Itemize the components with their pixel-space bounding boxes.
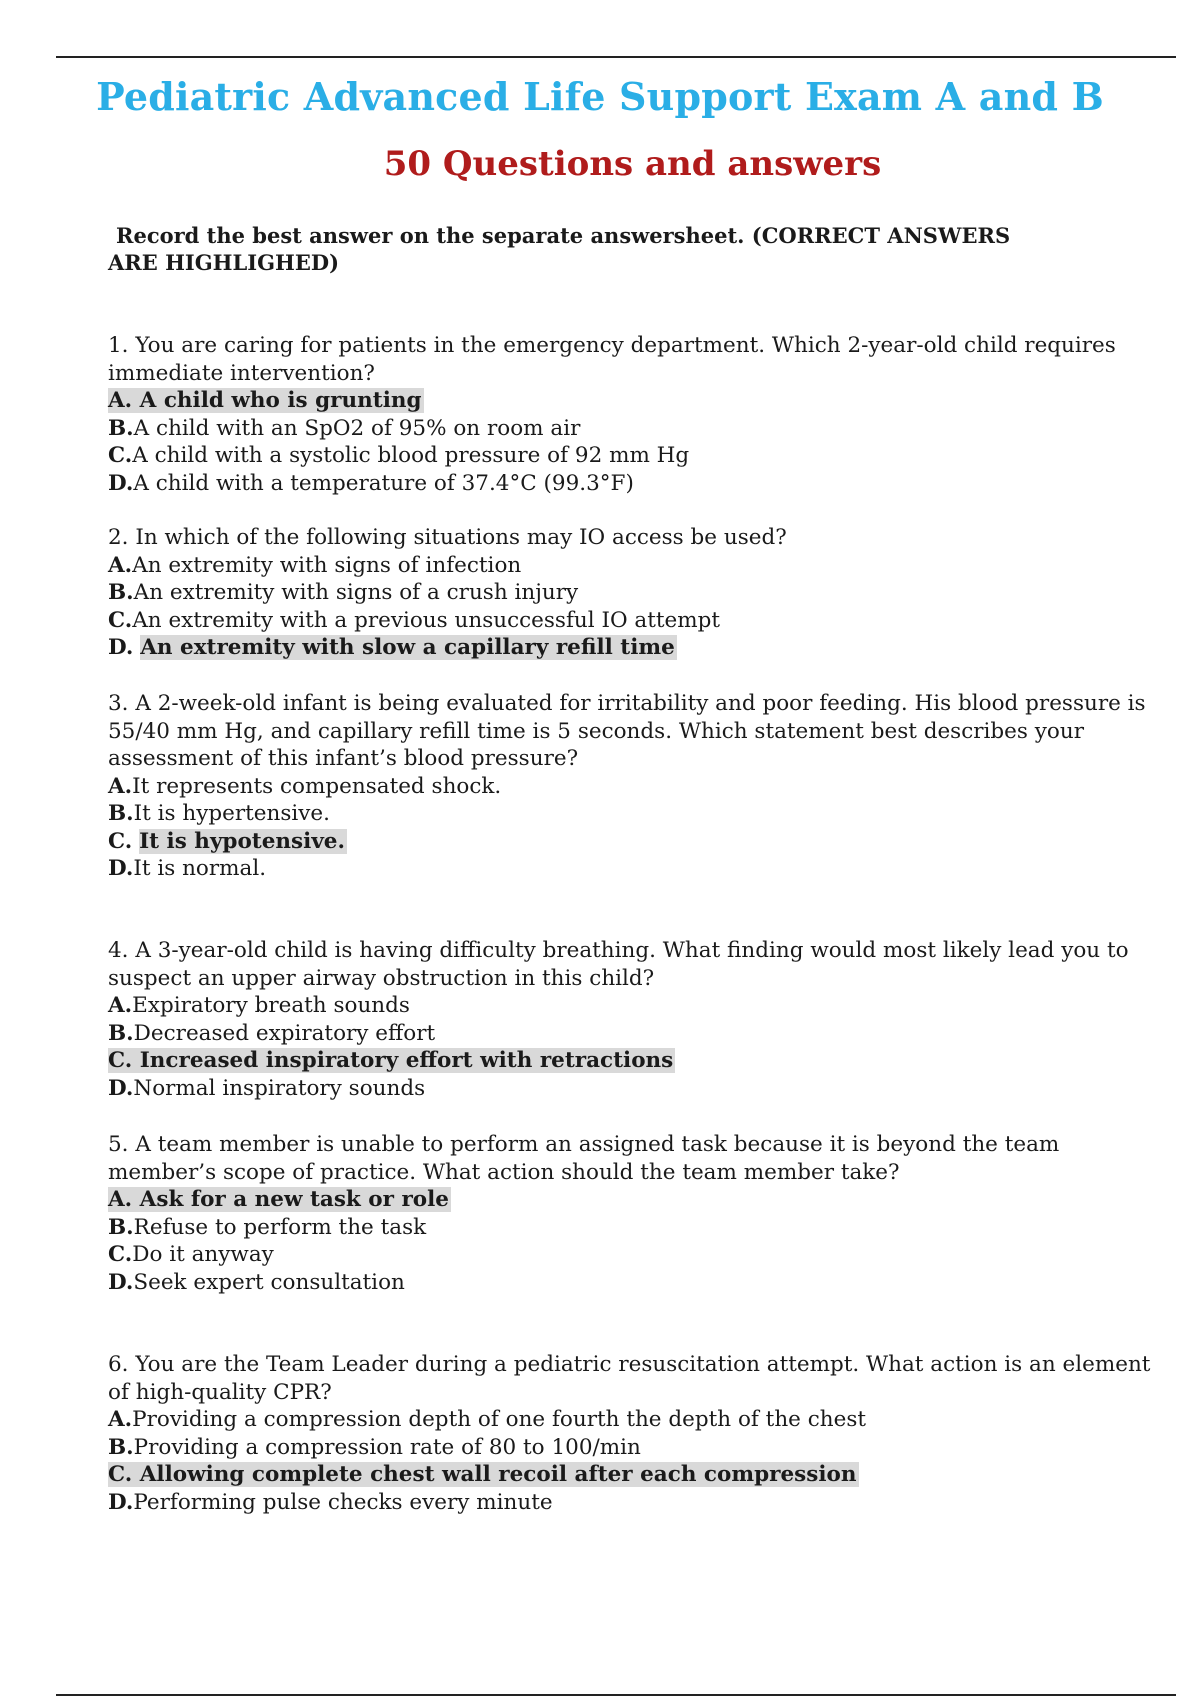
option-text: Increased inspiratory effort with retractions [139, 1048, 674, 1073]
option-d [108, 470, 1168, 498]
bottom-divider [56, 1694, 1176, 1696]
option-b [108, 579, 1168, 607]
question-stem: 1. You are caring for patients in the emergency department. Which 2-year-old child requires immediate intervention? [108, 333, 1116, 386]
option-d [108, 1269, 1168, 1297]
option-a [108, 1186, 1168, 1214]
option-text: A child who is grunting [139, 388, 422, 413]
page-title: Pediatric Advanced Life Support Exam A and B [96, 74, 1104, 119]
option-letter: A. [108, 552, 133, 578]
option-text: Expiratory breath sounds [132, 993, 410, 1018]
option-text: A child with a systolic blood pressure of 92 mm Hg [132, 443, 690, 468]
option-a [108, 773, 1168, 801]
option-letter: B. [108, 415, 134, 441]
question-stem: 6. You are the Team Leader during a pediatric resuscitation attempt. What action is an element of high-quality CPR? [108, 1352, 1151, 1405]
question-stem: 3. A 2-week-old infant is being evaluated for irritability and poor feeding. His blood pressure is 55/40 mm Hg, and capillary refill time is 5 seconds. Which statement best describes your assessment of this infant’s blood pressure? [108, 691, 1146, 771]
option-c [108, 1241, 1168, 1269]
question-stem: 2. In which of the following situations may IO access be used? [108, 525, 787, 550]
option-text: Allowing complete chest wall recoil after each compression [139, 1462, 857, 1487]
option-letter: D. [108, 1269, 134, 1295]
option-text: It represents compensated shock. [132, 773, 502, 799]
option-text: Refuse to perform the task [133, 1214, 427, 1240]
option-text: Normal inspiratory sounds [133, 1075, 426, 1101]
option-c [108, 1461, 1168, 1489]
option-text: Do it anyway [132, 1242, 274, 1267]
instructions-line-2: ARE HIGHLIGHED) [108, 250, 340, 275]
option-a [108, 992, 1168, 1020]
question-2 [108, 524, 1168, 662]
option-letter: D. [108, 1489, 134, 1515]
option-letter: D. [108, 470, 134, 496]
option-text: An extremity with a previous unsuccessful IO attempt [132, 607, 721, 633]
option-text: Decreased expiratory effort [133, 1020, 436, 1046]
option-c [108, 442, 1168, 470]
option-a [108, 552, 1168, 580]
option-d [108, 1489, 1168, 1517]
question-5 [108, 1131, 1168, 1296]
question-1 [108, 332, 1168, 497]
option-d [108, 634, 1168, 662]
option-letter: B. [108, 1214, 134, 1240]
option-letter: A. [108, 1407, 133, 1432]
option-letter: D. [108, 1075, 134, 1101]
option-text: Ask for a new task or role [139, 1187, 449, 1212]
option-letter: C. [108, 1462, 133, 1487]
option-text: It is normal. [133, 856, 267, 881]
option-b [108, 1214, 1168, 1242]
option-text: An extremity with slow a capillary refill time [140, 635, 675, 660]
option-text: Seek expert consultation [133, 1269, 405, 1295]
option-text: It is hypertensive. [133, 801, 330, 826]
question-stem: 4. A 3-year-old child is having difficulty breathing. What finding would most likely lead you to suspect an upper airway obstruction in this child? [108, 938, 1129, 991]
question-4 [108, 937, 1168, 1102]
option-letter: A. [108, 773, 133, 799]
option-text: An extremity with signs of infection [132, 552, 522, 578]
instructions [108, 222, 1088, 276]
option-letter: A. [108, 388, 133, 413]
option-b [108, 800, 1168, 828]
option-a [108, 1406, 1168, 1434]
option-letter: B. [108, 801, 134, 826]
instructions-line-1: Record the best answer on the separate answersheet. (CORRECT ANSWERS [116, 223, 1011, 248]
option-letter: B. [108, 580, 134, 605]
option-b [108, 415, 1168, 443]
option-letter: C. [108, 828, 133, 854]
top-divider [56, 56, 1176, 58]
option-letter: D. [108, 635, 134, 660]
option-a [108, 387, 1168, 415]
option-text: Performing pulse checks every minute [133, 1489, 553, 1515]
option-letter: C. [108, 1242, 133, 1267]
option-text: It is hypotensive. [139, 828, 345, 854]
option-d [108, 855, 1168, 883]
option-text: Providing a compression rate of 80 to 100/min [133, 1434, 641, 1460]
option-letter: A. [108, 1187, 133, 1212]
option-text: Providing a compression depth of one fourth the depth of the chest [132, 1407, 867, 1432]
option-letter: C. [108, 607, 133, 633]
option-letter: D. [108, 856, 134, 881]
option-text: A child with a temperature of 37.4°C (99.3°F) [133, 470, 634, 496]
question-6 [108, 1351, 1168, 1516]
page-subtitle: 50 Questions and answers [383, 144, 882, 184]
option-letter: A. [108, 993, 133, 1018]
option-letter: C. [108, 443, 133, 468]
option-d [108, 1075, 1168, 1103]
option-c [108, 607, 1168, 635]
question-stem: 5. A team member is unable to perform an assigned task because it is beyond the team member’s scope of practice. What action should the team member take? [108, 1132, 1060, 1185]
question-3 [108, 690, 1168, 883]
option-text: An extremity with signs of a crush injury [133, 580, 579, 605]
option-letter: B. [108, 1434, 134, 1460]
option-c [108, 828, 1168, 856]
option-letter: C. [108, 1048, 133, 1073]
option-b [108, 1020, 1168, 1048]
option-b [108, 1434, 1168, 1462]
option-c [108, 1047, 1168, 1075]
option-text: A child with an SpO2 of 95% on room air [133, 415, 581, 441]
option-letter: B. [108, 1020, 134, 1046]
